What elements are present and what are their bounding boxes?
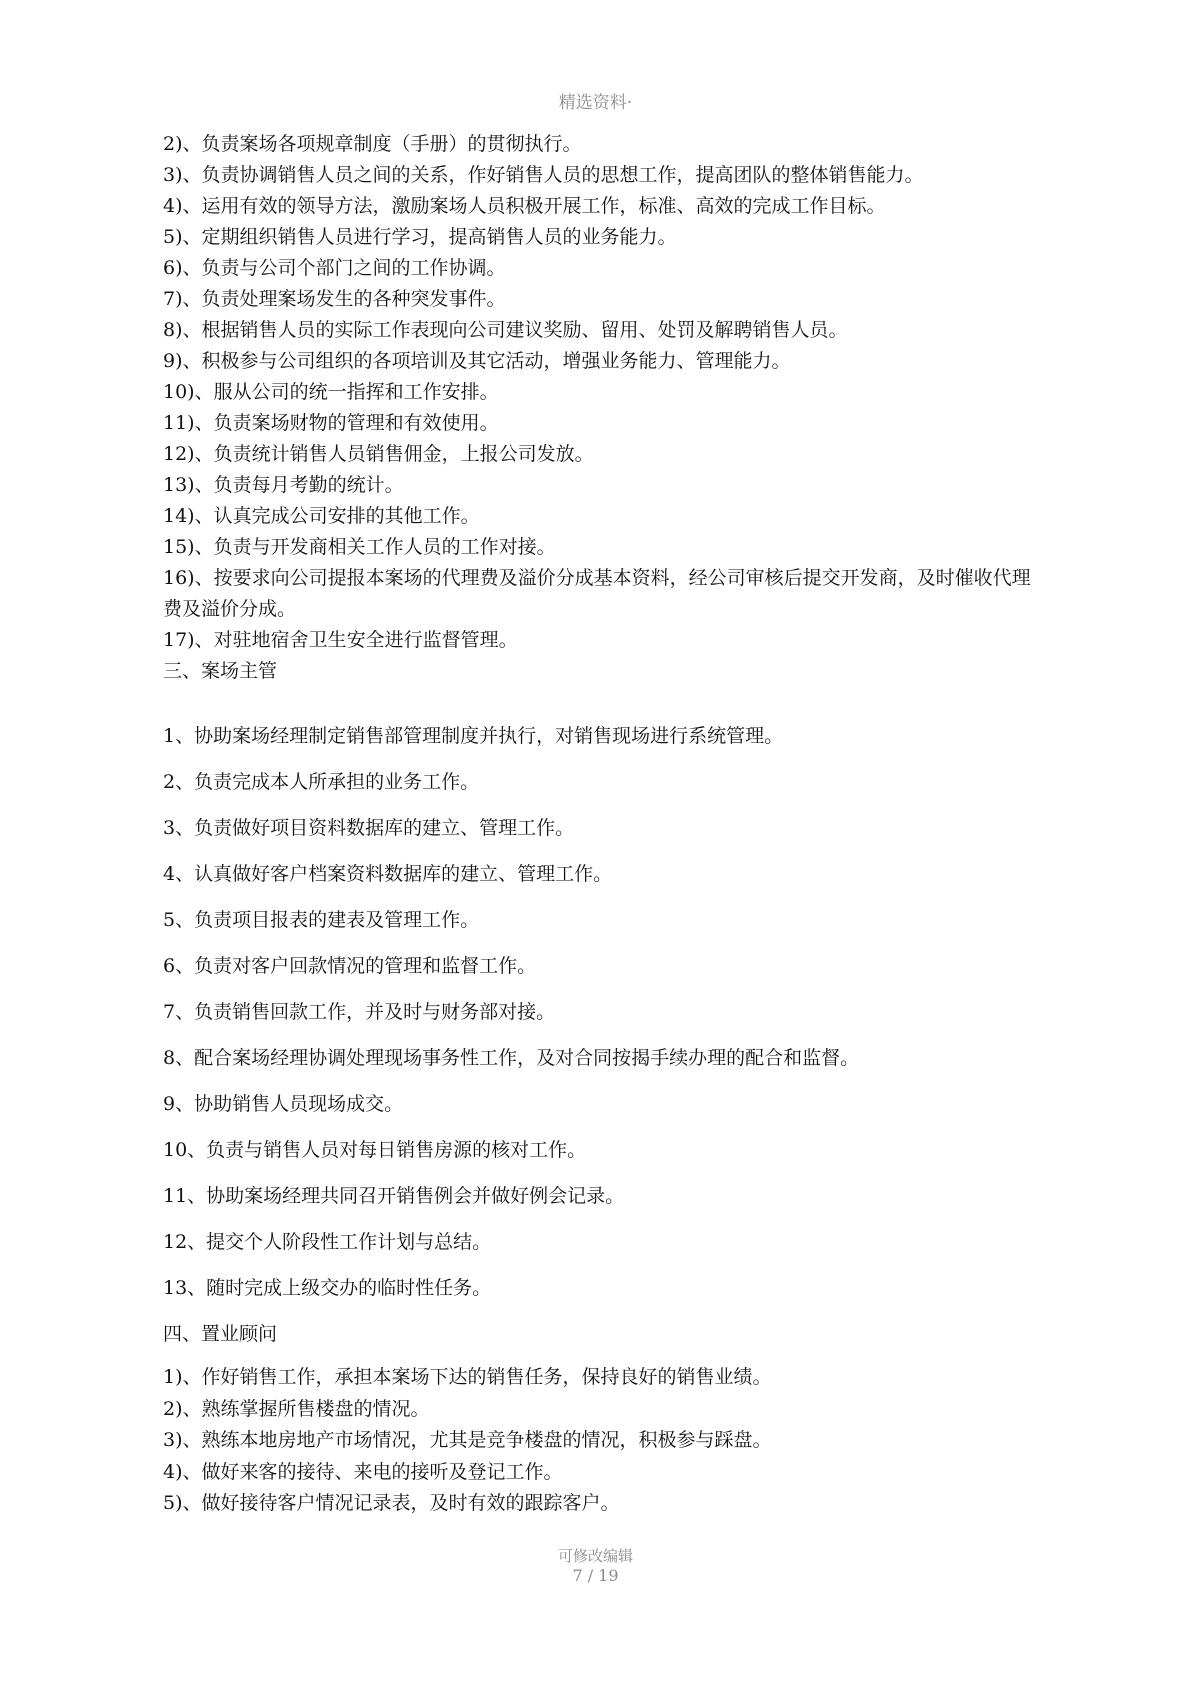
list-item: 8、配合案场经理协调处理现场事务性工作，及对合同按揭手续办理的配合和监督。 (163, 1047, 860, 1069)
list-item: 2、负责完成本人所承担的业务工作。 (163, 771, 480, 793)
list-item: 3)、熟练本地房地产市场情况，尤其是竞争楼盘的情况，积极参与踩盘。 (163, 1429, 772, 1451)
list-item: 13、随时完成上级交办的临时性任务。 (163, 1277, 492, 1299)
list-item: 12)、负责统计销售人员销售佣金，上报公司发放。 (163, 443, 594, 465)
list-item: 10)、服从公司的统一指挥和工作安排。 (163, 381, 499, 403)
page-header: 精选资料· (558, 93, 633, 113)
list-item: 7、负责销售回款工作，并及时与财务部对接。 (163, 1001, 556, 1023)
list-item: 4、认真做好客户档案资料数据库的建立、管理工作。 (163, 863, 613, 885)
supervisor-duties-list (163, 713, 1043, 1357)
footer-note: 可修改编辑 (557, 1547, 633, 1565)
list-item: 7)、负责处理案场发生的各种突发事件。 (163, 288, 506, 310)
list-item: 13)、负责每月考勤的统计。 (163, 474, 404, 496)
list-item: 5、负责项目报表的建表及管理工作。 (163, 909, 480, 931)
list-item: 12、提交个人阶段性工作计划与总结。 (163, 1231, 492, 1253)
list-item: 15)、负责与开发商相关工作人员的工作对接。 (163, 536, 556, 558)
list-item: 3、负责做好项目资料数据库的建立、管理工作。 (163, 817, 575, 839)
list-item: 10、负责与销售人员对每日销售房源的核对工作。 (163, 1139, 587, 1161)
list-item: 14)、认真完成公司安排的其他工作。 (163, 505, 480, 527)
section-heading: 四、置业顾问 (163, 1323, 278, 1345)
list-item: 5)、做好接待客户情况记录表，及时有效的跟踪客户。 (163, 1492, 620, 1514)
list-item: 11)、负责案场财物的管理和有效使用。 (163, 412, 499, 434)
list-item: 17)、对驻地宿舍卫生安全进行监督管理。 (163, 629, 518, 651)
list-item: 3)、负责协调销售人员之间的关系，作好销售人员的思想工作，提高团队的整体销售能力。 (163, 164, 924, 186)
list-item: 2)、熟练掌握所售楼盘的情况。 (163, 1397, 430, 1420)
list-item: 9、协助销售人员现场成交。 (163, 1093, 404, 1115)
manager-duties-list (163, 129, 1043, 687)
section-heading: 三、案场主管 (163, 660, 278, 682)
list-item: 1)、作好销售工作，承担本案场下达的销售任务，保持良好的销售业绩。 (163, 1366, 772, 1388)
list-item: 16)、按要求向公司提报本案场的代理费及溢价分成基本资料，经公司审核后提交开发商，及时催收代理费及溢价分成。 (163, 567, 1031, 620)
list-item: 4)、做好来客的接待、来电的接听及登记工作。 (163, 1460, 563, 1483)
list-item: 1、协助案场经理制定销售部管理制度并执行，对销售现场进行系统管理。 (163, 725, 784, 747)
list-item: 6、负责对客户回款情况的管理和监督工作。 (163, 955, 537, 977)
consultant-duties-list (163, 1362, 1043, 1520)
list-item: 8)、根据销售人员的实际工作表现向公司建议奖励、留用、处罚及解聘销售人员。 (163, 319, 848, 341)
list-item: 2)、负责案场各项规章制度（手册）的贯彻执行。 (163, 133, 582, 155)
list-item: 6)、负责与公司个部门之间的工作协调。 (163, 257, 506, 279)
list-item: 5)、定期组织销售人员进行学习，提高销售人员的业务能力。 (163, 226, 677, 248)
page-number: 7 / 19 (572, 1566, 619, 1585)
list-item: 11、协助案场经理共同召开销售例会并做好例会记录。 (163, 1185, 625, 1207)
list-item: 9)、积极参与公司组织的各项培训及其它活动，增强业务能力、管理能力。 (163, 350, 791, 372)
list-item: 4)、运用有效的领导方法，激励案场人员积极开展工作，标准、高效的完成工作目标。 (163, 195, 886, 217)
